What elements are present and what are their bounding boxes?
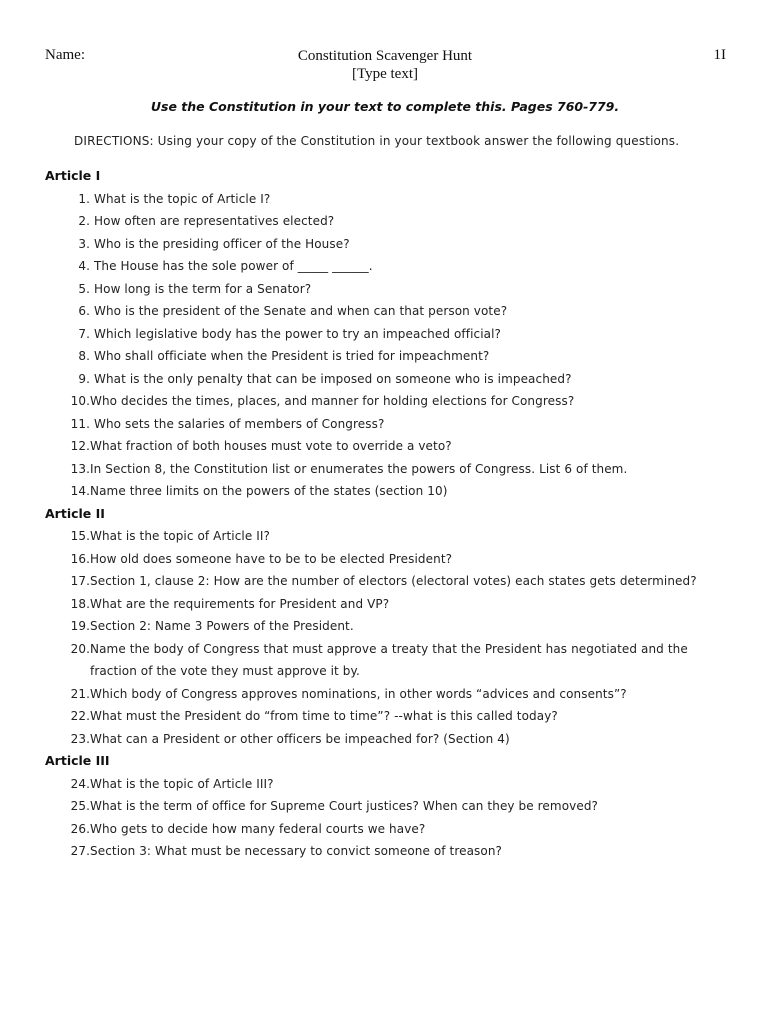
question-item [45, 390, 735, 413]
question-item [45, 548, 735, 571]
question-text: Who is the president of the Senate and when can that person vote? [94, 304, 508, 318]
question-text: Which legislative body has the power to try an impeached official? [94, 326, 501, 341]
question-text: Who gets to decide how many federal courts we have? [90, 821, 426, 836]
question-text: Which body of Congress approves nominations, in other words “advices and consents”? [90, 686, 627, 701]
question-number: 27. [70, 844, 90, 858]
question-item [45, 368, 735, 391]
question-item [45, 233, 735, 256]
question-text: What is the term of office for Supreme Court justices? When can they be removed? [90, 799, 599, 813]
question-text: What can a President or other officers be impeached for? (Section 4) [90, 731, 510, 746]
question-item [45, 435, 735, 458]
question-number: 4. [78, 259, 90, 273]
question-text: Who shall officiate when the President is tried for impeachment? [94, 349, 490, 363]
page-title: Constitution Scavenger Hunt [297, 48, 473, 64]
question-number: 23. [70, 731, 90, 746]
question-number: 21. [70, 686, 90, 701]
question-text: Who is the presiding officer of the House? [94, 236, 350, 251]
question-text: Section 3: What must be necessary to convict someone of treason? [90, 844, 503, 858]
question-item [45, 615, 735, 638]
question-text: The House has the sole power of _____ ______. [94, 259, 373, 273]
question-item [45, 593, 735, 616]
section-heading: Article III [45, 753, 110, 768]
question-number: 16. [70, 551, 90, 566]
question-text: How old does someone have to be to be elected President? [90, 551, 453, 566]
question-number: 5. [78, 281, 90, 296]
question-item [45, 323, 735, 346]
question-number: 24. [70, 776, 90, 791]
question-item [45, 345, 735, 368]
question-number: 3. [78, 236, 90, 251]
question-item [45, 255, 735, 278]
questions-list [45, 165, 735, 863]
question-number: 1. [78, 191, 90, 206]
question-text: What is the only penalty that can be imposed on someone who is impeached? [94, 371, 572, 386]
question-number: 18. [70, 596, 90, 611]
question-number: 17. [70, 574, 90, 588]
question-text: Name the body of Congress that must approve a treaty that the President has negotiated and the fraction of the vote they must approve it by. [90, 641, 688, 678]
question-item [45, 300, 735, 323]
question-text: What must the President do “from time to time”? --what is this called today? [90, 709, 558, 723]
question-item [45, 480, 735, 503]
question-text: What is the topic of Article III? [90, 776, 274, 791]
question-number: 13. [70, 461, 90, 476]
question-text: In Section 8, the Constitution list or enumerates the powers of Congress. List 6 of them. [90, 461, 628, 476]
question-item [45, 795, 735, 818]
question-number: 9. [78, 371, 90, 386]
question-item [45, 773, 735, 796]
name-label: Name: [45, 47, 85, 63]
question-item [45, 525, 735, 548]
question-number: 20. [70, 641, 90, 656]
question-number: 22. [70, 709, 90, 723]
question-text: Section 1, clause 2: How are the number of electors (electoral votes) each states gets determined? [90, 574, 697, 588]
question-item [45, 728, 735, 751]
question-number: 19. [70, 619, 90, 633]
question-text: What are the requirements for President and VP? [90, 596, 390, 611]
question-text: What is the topic of Article II? [90, 529, 271, 543]
question-item [45, 705, 735, 728]
page-label: 1I [713, 47, 726, 63]
question-item [45, 278, 735, 301]
question-number: 25. [70, 799, 90, 813]
header-placeholder: [Type text] [351, 66, 418, 82]
header-center [0, 47, 770, 83]
question-text: Who sets the salaries of members of Congress? [94, 416, 385, 431]
question-text: Name three limits on the powers of the states (section 10) [90, 484, 448, 498]
question-text: Who decides the times, places, and manner for holding elections for Congress? [90, 394, 575, 408]
question-text: What fraction of both houses must vote to override a veto? [90, 439, 452, 453]
question-number: 12. [70, 439, 90, 453]
question-text: How long is the term for a Senator? [94, 281, 312, 296]
question-item [45, 413, 735, 436]
question-number: 11. [70, 416, 90, 431]
question-item [45, 570, 735, 593]
question-text: Section 2: Name 3 Powers of the President. [90, 619, 354, 633]
question-number: 2. [78, 214, 90, 228]
question-text: What is the topic of Article I? [94, 191, 271, 206]
question-item [45, 638, 735, 683]
instruction-text: Use the Constitution in your text to complete this. Pages 760-779. [150, 99, 620, 114]
question-item [45, 840, 735, 863]
question-item [45, 458, 735, 481]
section-heading: Article II [45, 505, 105, 521]
question-number: 14. [70, 484, 90, 498]
question-item [45, 210, 735, 233]
question-number: 10. [70, 394, 90, 408]
directions-text: DIRECTIONS: Using your copy of the Constitution in your textbook answer the following questions. [74, 134, 680, 148]
question-number: 6. [78, 304, 90, 318]
question-number: 15. [70, 529, 90, 543]
question-text: How often are representatives elected? [94, 214, 335, 228]
question-item [45, 188, 735, 211]
question-number: 7. [78, 326, 90, 341]
question-number: 8. [78, 349, 90, 363]
section-heading: Article I [45, 168, 101, 183]
question-item [45, 683, 735, 706]
question-item [45, 818, 735, 841]
question-number: 26. [70, 821, 90, 836]
